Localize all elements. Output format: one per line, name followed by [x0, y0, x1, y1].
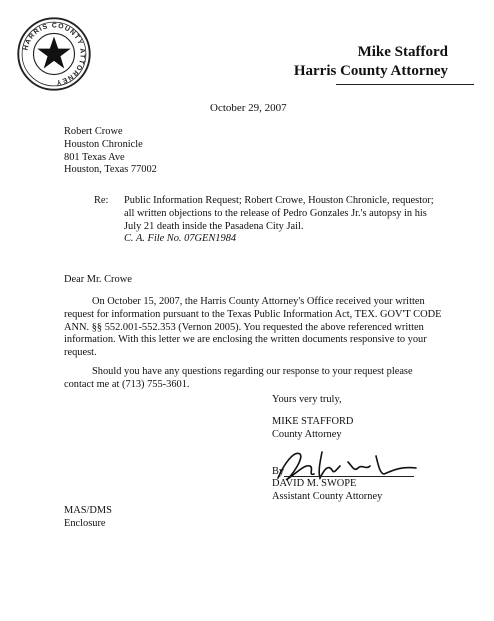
recipient-line: Houston, Texas 77002: [64, 164, 157, 176]
recipient-line: Robert Crowe: [64, 126, 123, 137]
paragraph-line: contact me at (713) 755-3601.: [64, 378, 190, 390]
letterhead-name: Mike Stafford: [357, 44, 448, 60]
paragraph-line: ANN. §§ 552.001-552.353 (Vernon 2005). You requested the above referenced written: [64, 321, 424, 333]
signer-block: [272, 478, 382, 504]
signature-line: [284, 476, 414, 477]
letter-date: October 29, 2007: [210, 102, 287, 114]
re-line: Public Information Request; Robert Crowe, Houston Chronicle, requestor;: [124, 195, 434, 206]
closing-name: MIKE STAFFORD: [272, 415, 354, 427]
paragraph-line: information. With this letter we are enclosing the written documents responsive to your: [64, 334, 427, 346]
re-label: Re:: [94, 195, 109, 206]
body-paragraph-1: [64, 296, 441, 360]
closing-block: [272, 394, 353, 441]
enclosure-line: Enclosure: [64, 517, 106, 529]
recipient-address: [64, 126, 157, 177]
re-subject: [124, 195, 434, 246]
file-number: C. A. File No. 07GEN1984: [124, 233, 237, 245]
letterhead-title: Harris County Attorney: [293, 63, 448, 79]
closing-title: County Attorney: [272, 428, 342, 440]
recipient-line: 801 Texas Ave: [64, 151, 125, 163]
re-line: all written objections to the release of Pedro Gonzales Jr.'s autopsy in his: [124, 207, 427, 219]
paragraph-line: request.: [64, 347, 97, 359]
paragraph-line: On October 15, 2007, the Harris County Attorney's Office received your written: [92, 296, 425, 307]
paragraph-line: Should you have any questions regarding our response to your request please: [92, 366, 413, 377]
reference-initials: [64, 505, 112, 531]
signer-name: DAVID M. SWOPE: [272, 478, 357, 489]
initials-line: MAS/DMS: [64, 505, 112, 516]
signer-title: Assistant County Attorney: [272, 490, 383, 502]
county-seal-icon: [16, 16, 92, 92]
paragraph-line: request for information pursuant to the Texas Public Information Act, TEX. GOV'T CODE: [64, 308, 442, 320]
seal-text: HARRIS COUNTY ATTORNEY: [22, 22, 86, 86]
re-line: July 21 death inside the Pasadena City Jail.: [124, 220, 304, 232]
valediction: Yours very truly,: [272, 394, 342, 405]
signature-by-label: By: [272, 466, 285, 477]
salutation: Dear Mr. Crowe: [64, 274, 132, 285]
recipient-line: Houston Chronicle: [64, 138, 143, 150]
body-paragraph-2: [64, 366, 413, 392]
letterhead-rule: [336, 84, 474, 85]
